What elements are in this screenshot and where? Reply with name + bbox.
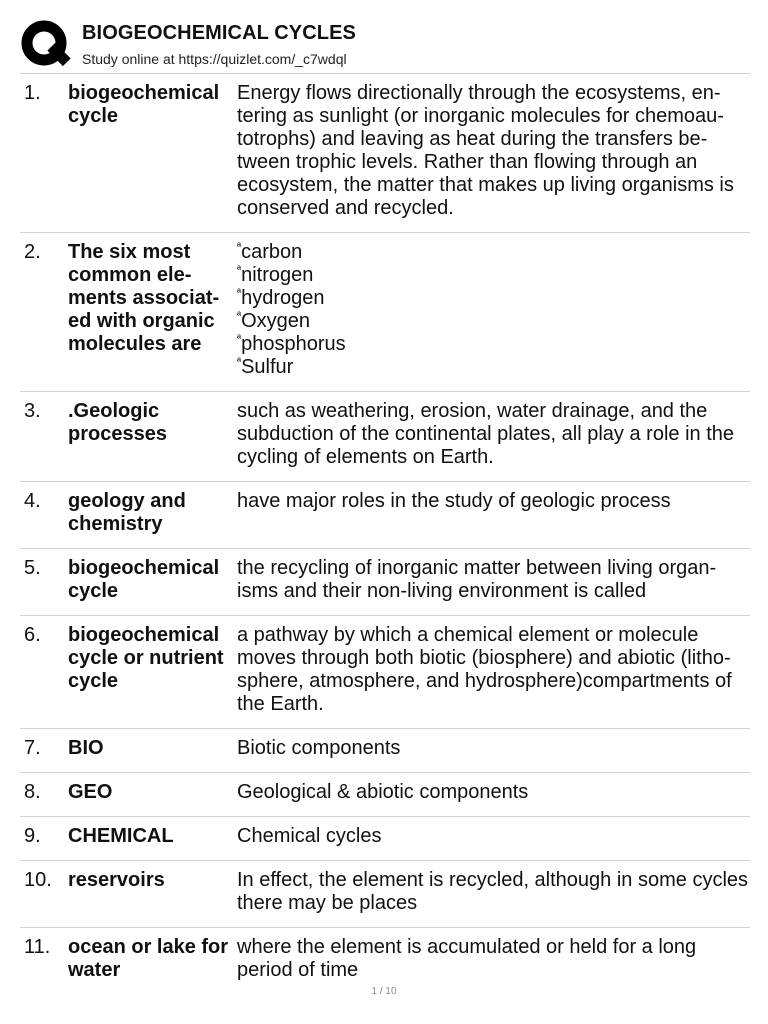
row-number: 9.: [24, 825, 41, 847]
table-row: [20, 816, 750, 860]
table-row: [20, 73, 750, 232]
table-row: [20, 728, 750, 772]
row-term: GEO: [68, 781, 113, 803]
row-term: biogeochemical cycle: [68, 82, 220, 127]
quizlet-logo-icon: [20, 19, 72, 71]
row-definition: Biotic components: [237, 737, 401, 759]
list-item: $^ª$phosphorus: [237, 333, 346, 355]
row-term: reservoirs: [68, 869, 165, 891]
list-item: $^ª$carbon: [237, 241, 303, 263]
row-number: 1.: [24, 82, 41, 104]
row-number: 8.: [24, 781, 41, 803]
row-term: ocean or lake for water: [68, 936, 229, 981]
flashcard-table: [20, 73, 750, 994]
row-definition: the recycling of inorganic matter between living organ- isms and their non-living environment is called: [237, 557, 717, 602]
row-number: 4.: [24, 490, 41, 512]
row-definition: Geological & abiotic components: [237, 781, 529, 803]
row-number: 11.: [24, 936, 51, 958]
row-number: 5.: [24, 557, 41, 579]
row-number: 7.: [24, 737, 41, 759]
row-definition: Chemical cycles: [237, 825, 382, 847]
row-definition: have major roles in the study of geologic process: [237, 490, 671, 512]
row-definition-list: [237, 241, 750, 379]
table-row: [20, 860, 750, 927]
table-row: [20, 548, 750, 615]
row-term: biogeochemical cycle or nutrient cycle: [68, 624, 224, 692]
page-subtitle: Study online at https://quizlet.com/_c7wdql: [82, 51, 347, 67]
list-item: $^ª$nitrogen: [237, 264, 314, 286]
page-header: [0, 0, 768, 72]
row-definition: such as weathering, erosion, water drainage, and the subduction of the continental plates, all play a role in the cycling of elements on Earth.: [237, 400, 734, 468]
list-item: $^ª$Sulfur: [237, 356, 294, 378]
row-term: The six most common ele- ments associat- ed with organic molecules are: [68, 241, 220, 355]
row-term: geology and chemistry: [68, 490, 186, 535]
page-title: BIOGEOCHEMICAL CYCLES: [82, 22, 356, 44]
row-number: 10.: [24, 869, 52, 891]
row-number: 3.: [24, 400, 41, 422]
list-item: $^ª$Oxygen: [237, 310, 311, 332]
row-definition: where the element is accumulated or held for a long period of time: [237, 936, 697, 981]
row-term: CHEMICAL: [68, 825, 174, 847]
table-row: [20, 232, 750, 391]
row-number: 6.: [24, 624, 41, 646]
list-item: $^ª$hydrogen: [237, 287, 325, 309]
row-definition: Energy flows directionally through the ecosystems, en- tering as sunlight (or inorganic molecules for chemoau- totrophs) and leaving as heat during the transfers be- tween trophic levels. Rather than flowing through an ecosystem, the matter that makes up living organisms is conserved and recycled.: [237, 82, 734, 219]
row-term: BIO: [68, 737, 104, 759]
table-row: [20, 615, 750, 728]
row-definition: In effect, the element is recycled, although in some cycles there may be places: [237, 869, 749, 914]
row-term: .Geologic processes: [68, 400, 167, 445]
row-definition: a pathway by which a chemical element or molecule moves through both biotic (biosphere) and abiotic (litho- sphere, atmosphere, and hydrosphere)compartments of the Earth.: [237, 624, 732, 715]
page-number: 1 / 10: [371, 986, 397, 997]
table-row: [20, 481, 750, 548]
table-row: [20, 391, 750, 481]
row-term: biogeochemical cycle: [68, 557, 220, 602]
table-row: [20, 772, 750, 816]
row-number: 2.: [24, 241, 41, 263]
table-row: [20, 927, 750, 994]
